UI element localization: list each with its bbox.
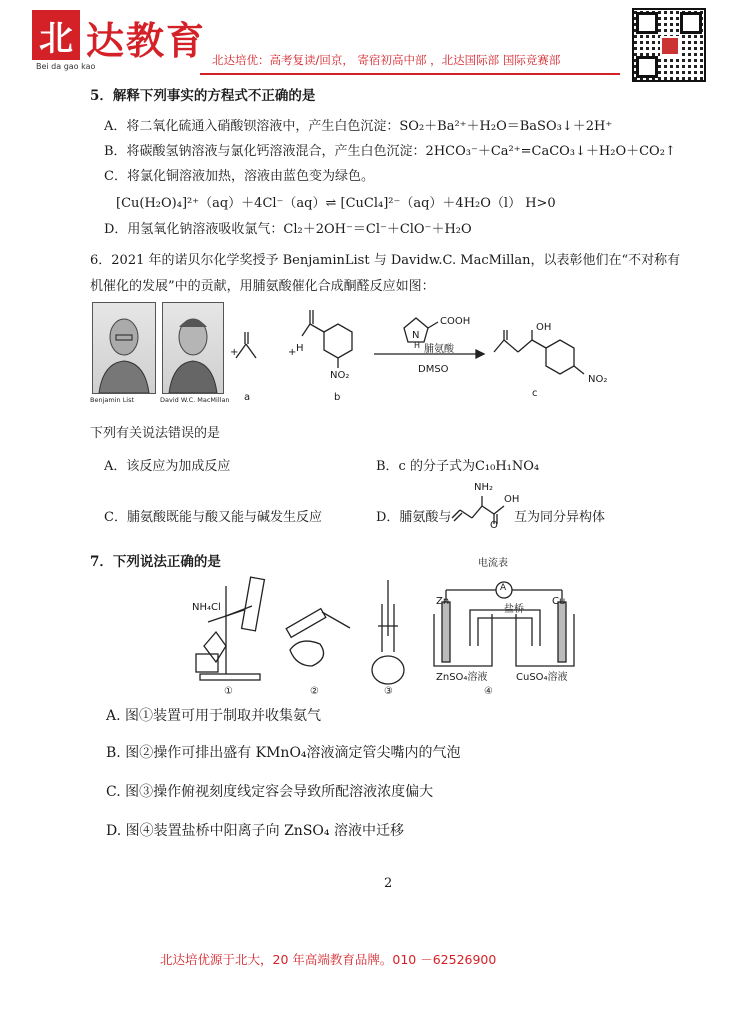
q5-option-c: C．将氯化铜溶液加热，溶液由蓝色变为绿色。 [104, 169, 374, 184]
apparatus-1 [196, 577, 264, 680]
qr-code-icon [632, 8, 706, 82]
proline-n-label: N [412, 330, 420, 341]
fig3-label: ③ [384, 686, 393, 697]
fig1-label: ① [224, 686, 233, 697]
logo-subtitle: Bei da gao kao [36, 62, 96, 71]
o-label-isomer: O [490, 520, 498, 531]
q5-option-b: B．将碳酸氢钠溶液与氯化钙溶液混合，产生白色沉淀：2HCO₃⁻＋Ca²⁺=CaCO₃↓＋H₂O＋CO₂↑ [104, 144, 676, 159]
q5-option-c-equation: [Cu(H₂O)₄]²⁺（aq）＋4Cl⁻（aq）⇌ [CuCl₄]²⁻（aq）＋4H₂O（l） H>0 [116, 196, 556, 211]
nh2-label: NH₂ [474, 482, 494, 493]
logo-text: 达教育 [86, 19, 207, 63]
molecule-a [236, 332, 256, 358]
zn-electrode-label: Zn [436, 596, 450, 607]
q6-question: 下列有关说法错误的是 [90, 426, 221, 441]
aldehyde-h-label: H [296, 343, 304, 354]
q6-stem-line2: 机催化的发展”中的贡献，用脯氨酸催化合成酮醛反应如图： [90, 279, 435, 294]
q7-option-c: C. 图③操作俯视刻度线定容会导致所配溶液浓度偏大 [106, 784, 434, 800]
label-b: b [334, 392, 341, 403]
no2-label-c: NO₂ [588, 374, 608, 385]
apparatus-4 [434, 582, 574, 666]
q5-option-a: A．将二氧化硫通入硝酸钡溶液中，产生白色沉淀：SO₂＋Ba²⁺＋H₂O＝BaSO₃↓＋2H⁺ [104, 119, 613, 134]
photo2-caption: David W.C. MacMillan [160, 396, 230, 404]
oh-label-isomer: OH [504, 494, 520, 505]
plus-sign-2: + [288, 347, 297, 358]
plus-sign-1: + [230, 347, 239, 358]
fig2-label: ② [310, 686, 319, 697]
q7-option-d: D. 图④装置盐桥中阳离子向 ZnSO₄ 溶液中迁移 [106, 823, 404, 839]
no2-label-b: NO₂ [330, 370, 350, 381]
cuso4-label: CuSO₄溶液 [516, 672, 568, 683]
cooh-label: COOH [440, 316, 471, 327]
header-divider [200, 73, 620, 75]
q6-option-c: C．脯氨酸既能与酸又能与碱发生反应 [104, 510, 322, 525]
molecule-c [494, 330, 584, 374]
solvent-label: DMSO [418, 364, 449, 375]
logo-mark: 北 [32, 10, 80, 60]
photo-macmillan [162, 302, 224, 394]
ammeter-symbol: A [500, 583, 507, 593]
nh4cl-label: NH₄Cl [192, 602, 221, 613]
q6-option-b: B．c 的分子式为C₁₀H₁NO₄ [376, 459, 540, 474]
catalyst-label: 脯氨酸 [424, 344, 454, 355]
fig4-label: ④ [484, 686, 493, 697]
footer-slogan: 北达培优源于北大，20 年高端教育品牌。010 －62526900 [160, 952, 497, 967]
label-c: c [532, 388, 538, 399]
oh-label-c: OH [536, 322, 552, 333]
q7-option-a: A. 图①装置可用于制取并收集氨气 [106, 708, 322, 724]
q5-option-d: D．用氢氧化钠溶液吸收氯气：Cl₂＋2OH⁻＝Cl⁻＋ClO⁻＋H₂O [104, 222, 472, 237]
q6-option-d-suffix: 互为同分异构体 [514, 510, 606, 525]
apparatus-2 [286, 609, 350, 666]
photo-benjamin-list [92, 302, 156, 394]
q5-stem: 5．解释下列事实的方程式不正确的是 [90, 88, 316, 104]
page-number: 2 [384, 876, 393, 891]
label-a: a [244, 392, 251, 403]
q7-option-b: B. 图②操作可排出盛有 KMnO₄溶液滴定管尖嘴内的气泡 [106, 745, 461, 761]
q6-stem-line1: 6．2021 年的诺贝尔化学奖授予 BenjaminList 与 Davidw.C. MacMillan，以表彰他们在“不对称有 [90, 253, 681, 268]
znso4-label: ZnSO₄溶液 [436, 672, 488, 683]
salt-bridge-label: 盐桥 [504, 604, 524, 615]
header-tagline: 北达培优：高考复读/回京， 寄宿初高中部 ，北达国际部 国际竞赛部 [212, 53, 561, 67]
q7-stem: 7．下列说法正确的是 [90, 554, 221, 570]
q6-option-d-prefix: D．脯氨酸与 [376, 510, 452, 525]
apparatus-3 [372, 580, 404, 684]
ammeter-label: 电流表 [478, 558, 508, 569]
proline-h-label: H [414, 341, 421, 350]
apparatus-figures [180, 566, 640, 696]
molecule-b [302, 310, 352, 368]
q6-option-a: A．该反应为加成反应 [104, 459, 231, 474]
photo1-caption: Benjamin List [90, 396, 135, 404]
cu-electrode-label: Cu [552, 596, 566, 607]
